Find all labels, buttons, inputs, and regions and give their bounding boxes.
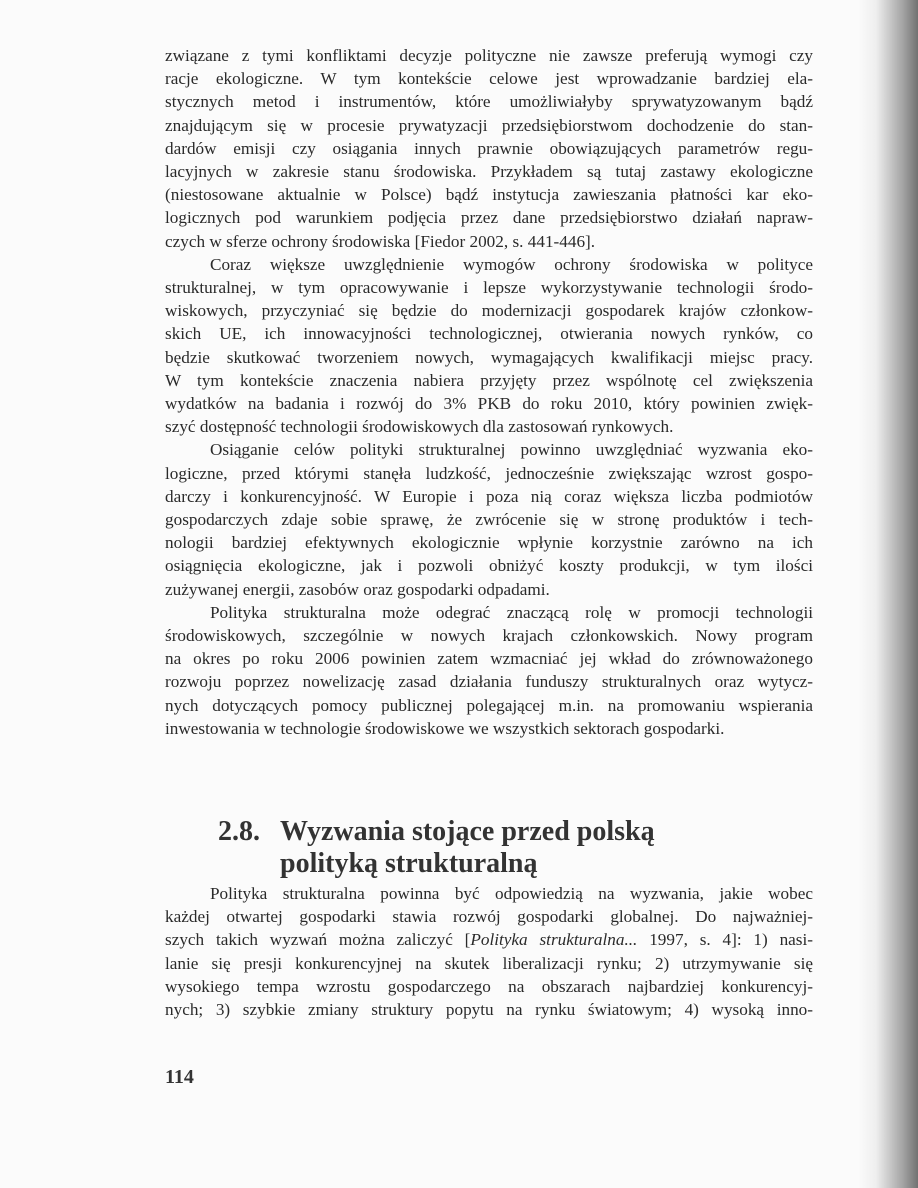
text-line: inwestowania w technologie środowiskowe we wszystkich sektorach gospodarki. — [165, 718, 725, 738]
text-span: szych takich wyzwań można zaliczyć [ — [165, 930, 471, 950]
text-line: zużywanej energii, zasobów oraz gospodarki odpadami. — [165, 579, 550, 599]
text-line: rozwoju poprzez nowelizację zasad działania funduszy strukturalnych oraz wytycz- — [165, 672, 813, 692]
text-line: dardów emisji czy osiągania innych prawnie obowiązujących parametrów regu- — [165, 138, 813, 158]
text-line: W tym kontekście znaczenia nabiera przyjęty przez wspólnotę cel zwiększenia — [165, 370, 813, 390]
text-line: Osiąganie celów polityki strukturalnej powinno uwzględniać wyzwania eko- — [210, 440, 813, 460]
text-line: logiczne, przed którymi stanęła ludzkość, jednocześnie zwiększając wzrost gospo- — [165, 463, 813, 483]
text-line: związane z tymi konfliktami decyzje polityczne nie zawsze preferują wymogi czy — [165, 46, 813, 65]
text-line: logicznych pod warunkiem podjęcia przez dane przedsiębiorstwo działań napraw- — [165, 208, 813, 228]
text-line: Polityka strukturalna może odegrać znaczącą rolę w promocji technologii — [210, 602, 813, 622]
text-line: lanie się presji konkurencyjnej na skutek liberalizacji rynku; 2) utrzymywanie się — [165, 953, 813, 973]
scan-edge-shadow — [858, 0, 918, 1188]
text-line: lacyjnych w zakresie stanu środowiska. Przykładem są tutaj zastawy ekologiczne — [165, 162, 813, 182]
text-line: wydatków na badania i rozwój do 3% PKB do roku 2010, który powinien zwięk- — [165, 394, 813, 414]
text-line: znajdującym się w procesie prywatyzacji przedsiębiorstwom dochodzenie do stan- — [165, 115, 813, 135]
text-line: osiągnięcia ekologiczne, jak i pozwoli obniżyć koszty produkcji, w tym ilości — [165, 556, 813, 576]
text-line: gospodarczych zdaje sobie sprawę, że zwrócenie się w stronę produktów i tech- — [165, 510, 813, 530]
body-text-bottom — [165, 882, 813, 1021]
text-line: będzie skutkować tworzeniem nowych, wymagających kwalifikacji miejsc pracy. — [165, 347, 813, 367]
text-line: Coraz większe uwzględnienie wymogów ochrony środowiska w polityce — [210, 254, 813, 274]
text-line: wiskowych, przyczyniać się będzie do modernizacji gospodarek krajów członkow- — [165, 301, 813, 321]
text-line: darczy i konkurencyjność. W Europie i poza nią coraz większa liczba podmiotów — [165, 486, 813, 506]
text-line: (niestosowane aktualnie w Polsce) bądź instytucja zawieszania płatności kar eko- — [165, 185, 813, 205]
text-line: nych; 3) szybkie zmiany struktury popytu na rynku światowym; 4) wysoką inno- — [165, 1000, 813, 1020]
section-number: 2.8. — [218, 816, 260, 847]
text-line: na okres po roku 2006 powinien zatem wzmacniać jej wkład do zrównoważonego — [165, 649, 813, 669]
text-line: wysokiego tempa wzrostu gospodarczego na obszarach najbardziej konkurencyj- — [165, 976, 813, 996]
text-line: czych w sferze ochrony środowiska [Fiedor 2002, s. 441-446]. — [165, 231, 596, 251]
text-line: szyć dostępność technologii środowiskowych dla zastosowań rynkowych. — [165, 417, 674, 437]
text-span: 1997, s. 4]: 1) nasi- — [637, 930, 813, 950]
section-title-line-2: polityką strukturalną — [280, 848, 538, 879]
text-line: strukturalnej, w tym opracowywanie i lepsze wykorzystywanie technologii środo- — [165, 278, 813, 298]
text-line: Polityka strukturalna powinna być odpowiedzią na wyzwania, jakie wobec — [210, 884, 813, 903]
text-line: każdej otwartej gospodarki stawia rozwój gospodarki globalnej. Do najważniej- — [165, 907, 813, 927]
section-title-line-1: Wyzwania stojące przed polską — [280, 816, 655, 847]
text-line: nych dotyczących pomocy publicznej polegającej m.in. na promowaniu wspierania — [165, 695, 813, 715]
text-line: racje ekologiczne. W tym kontekście celowe jest wprowadzanie bardziej ela- — [165, 69, 813, 89]
text-line: skich UE, ich innowacyjności technologicznej, otwierania nowych rynków, co — [165, 324, 813, 344]
text-line: nologii bardziej efektywnych ekologicznie wpłynie korzystnie zarówno na ich — [165, 533, 813, 553]
italic-citation-title: Polityka strukturalna... — [470, 930, 638, 950]
text-line-citation — [165, 928, 813, 951]
body-text-top — [165, 44, 813, 740]
page-number: 114 — [165, 1066, 194, 1088]
text-line: środowiskowych, szczególnie w nowych krajach członkowskich. Nowy program — [165, 626, 813, 646]
text-line: stycznych metod i instrumentów, które umożliwiałyby sprywatyzowanym bądź — [165, 92, 813, 112]
